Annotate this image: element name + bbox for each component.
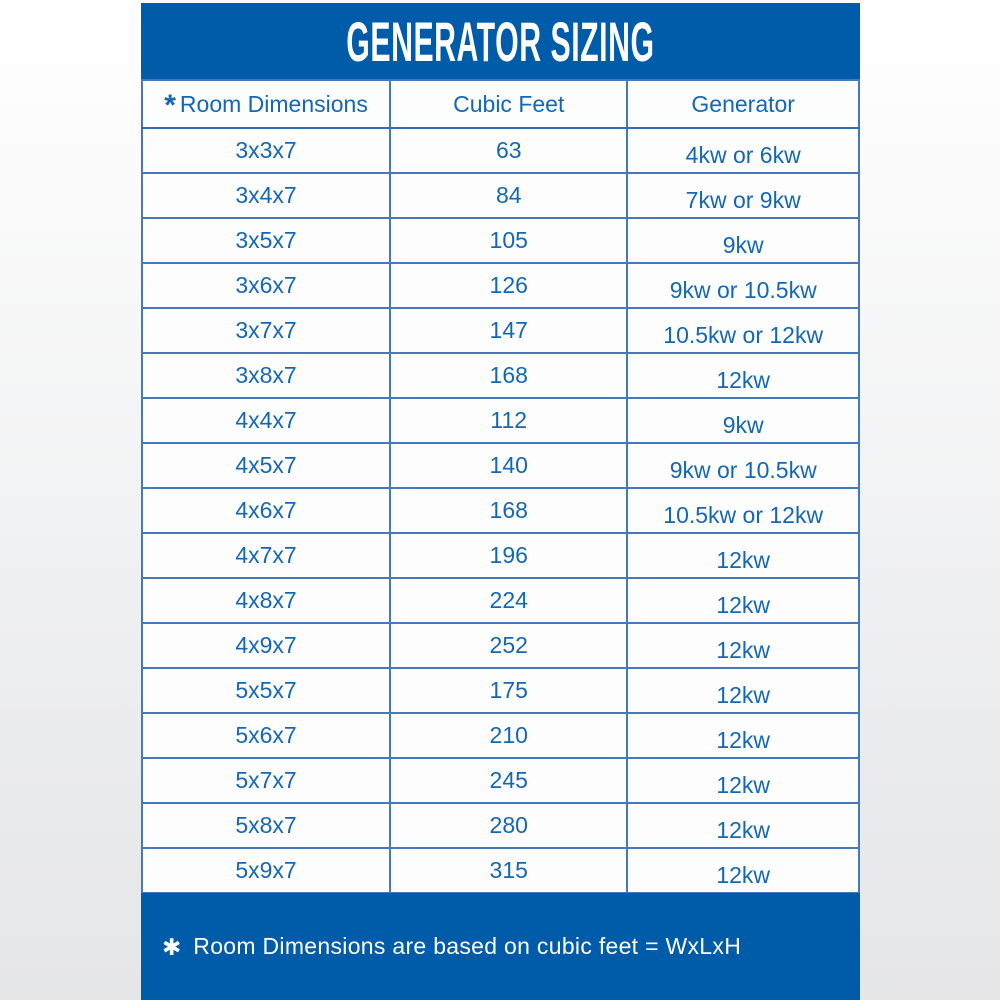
cubic-feet-cell: 175 (390, 668, 627, 713)
room-dimensions-cell: 4x4x7 (142, 398, 390, 443)
room-dimensions-cell: 3x5x7 (142, 218, 390, 263)
table-row (142, 758, 859, 803)
header-room-dimensions-label: Room Dimensions (179, 90, 368, 117)
table-row (142, 353, 859, 398)
generator-cell: 12kw (627, 803, 859, 848)
title-banner (141, 3, 860, 79)
table-row (142, 398, 859, 443)
table-row (142, 308, 859, 353)
cubic-feet-cell: 63 (390, 128, 627, 173)
asterisk-icon: ✱ (162, 934, 182, 960)
generator-cell: 4kw or 6kw (627, 128, 859, 173)
room-dimensions-cell: 4x6x7 (142, 488, 390, 533)
table-row (142, 218, 859, 263)
header-generator: Generator (627, 80, 859, 128)
generator-cell: 9kw or 10.5kw (627, 443, 859, 488)
cubic-feet-cell: 280 (390, 803, 627, 848)
table-row (142, 623, 859, 668)
cubic-feet-cell: 126 (390, 263, 627, 308)
room-dimensions-cell: 5x7x7 (142, 758, 390, 803)
room-dimensions-cell: 5x9x7 (142, 848, 390, 893)
cubic-feet-cell: 252 (390, 623, 627, 668)
cubic-feet-cell: 224 (390, 578, 627, 623)
table-row (142, 578, 859, 623)
table-row (142, 713, 859, 758)
cubic-feet-cell: 210 (390, 713, 627, 758)
cubic-feet-cell: 147 (390, 308, 627, 353)
table-row (142, 668, 859, 713)
generator-cell: 12kw (627, 758, 859, 803)
generator-sizing-table (141, 79, 860, 894)
generator-cell: 10.5kw or 12kw (627, 308, 859, 353)
table-row (142, 263, 859, 308)
table-row (142, 488, 859, 533)
table-header-row (142, 80, 859, 128)
room-dimensions-cell: 4x8x7 (142, 578, 390, 623)
generator-cell: 12kw (627, 623, 859, 668)
cubic-feet-cell: 84 (390, 173, 627, 218)
generator-cell: 9kw (627, 218, 859, 263)
page-title: GENERATOR SIZING (346, 9, 655, 73)
generator-table-body (142, 128, 859, 893)
generator-cell: 12kw (627, 533, 859, 578)
generator-cell: 12kw (627, 668, 859, 713)
room-dimensions-cell: 4x7x7 (142, 533, 390, 578)
cubic-feet-cell: 168 (390, 353, 627, 398)
cubic-feet-cell: 315 (390, 848, 627, 893)
room-dimensions-cell: 3x8x7 (142, 353, 390, 398)
cubic-feet-cell: 245 (390, 758, 627, 803)
table-row (142, 128, 859, 173)
header-cubic-feet: Cubic Feet (390, 80, 627, 128)
room-dimensions-cell: 3x4x7 (142, 173, 390, 218)
room-dimensions-cell: 3x7x7 (142, 308, 390, 353)
room-dimensions-cell: 3x3x7 (142, 128, 390, 173)
table-row (142, 533, 859, 578)
footnote-bar (141, 893, 860, 1000)
generator-cell: 12kw (627, 353, 859, 398)
cubic-feet-cell: 112 (390, 398, 627, 443)
room-dimensions-cell: 5x8x7 (142, 803, 390, 848)
table-row (142, 173, 859, 218)
cubic-feet-cell: 140 (390, 443, 627, 488)
generator-cell: 12kw (627, 713, 859, 758)
generator-cell: 9kw or 10.5kw (627, 263, 859, 308)
room-dimensions-cell: 5x6x7 (142, 713, 390, 758)
generator-cell: 9kw (627, 398, 859, 443)
room-dimensions-cell: 4x9x7 (142, 623, 390, 668)
generator-sizing-panel (141, 3, 860, 1000)
cubic-feet-cell: 105 (390, 218, 627, 263)
room-dimensions-cell: 5x5x7 (142, 668, 390, 713)
table-row (142, 443, 859, 488)
room-dimensions-cell: 3x6x7 (142, 263, 390, 308)
generator-cell: 7kw or 9kw (627, 173, 859, 218)
cubic-feet-cell: 196 (390, 533, 627, 578)
cubic-feet-cell: 168 (390, 488, 627, 533)
room-dimensions-cell: 4x5x7 (142, 443, 390, 488)
header-room-dimensions: * Room Dimensions (142, 80, 390, 128)
generator-cell: 10.5kw or 12kw (627, 488, 859, 533)
table-row (142, 803, 859, 848)
generator-cell: 12kw (627, 848, 859, 893)
generator-cell: 12kw (627, 578, 859, 623)
footnote-text: Room Dimensions are based on cubic feet = WxLxH (193, 933, 742, 959)
table-row (142, 848, 859, 893)
